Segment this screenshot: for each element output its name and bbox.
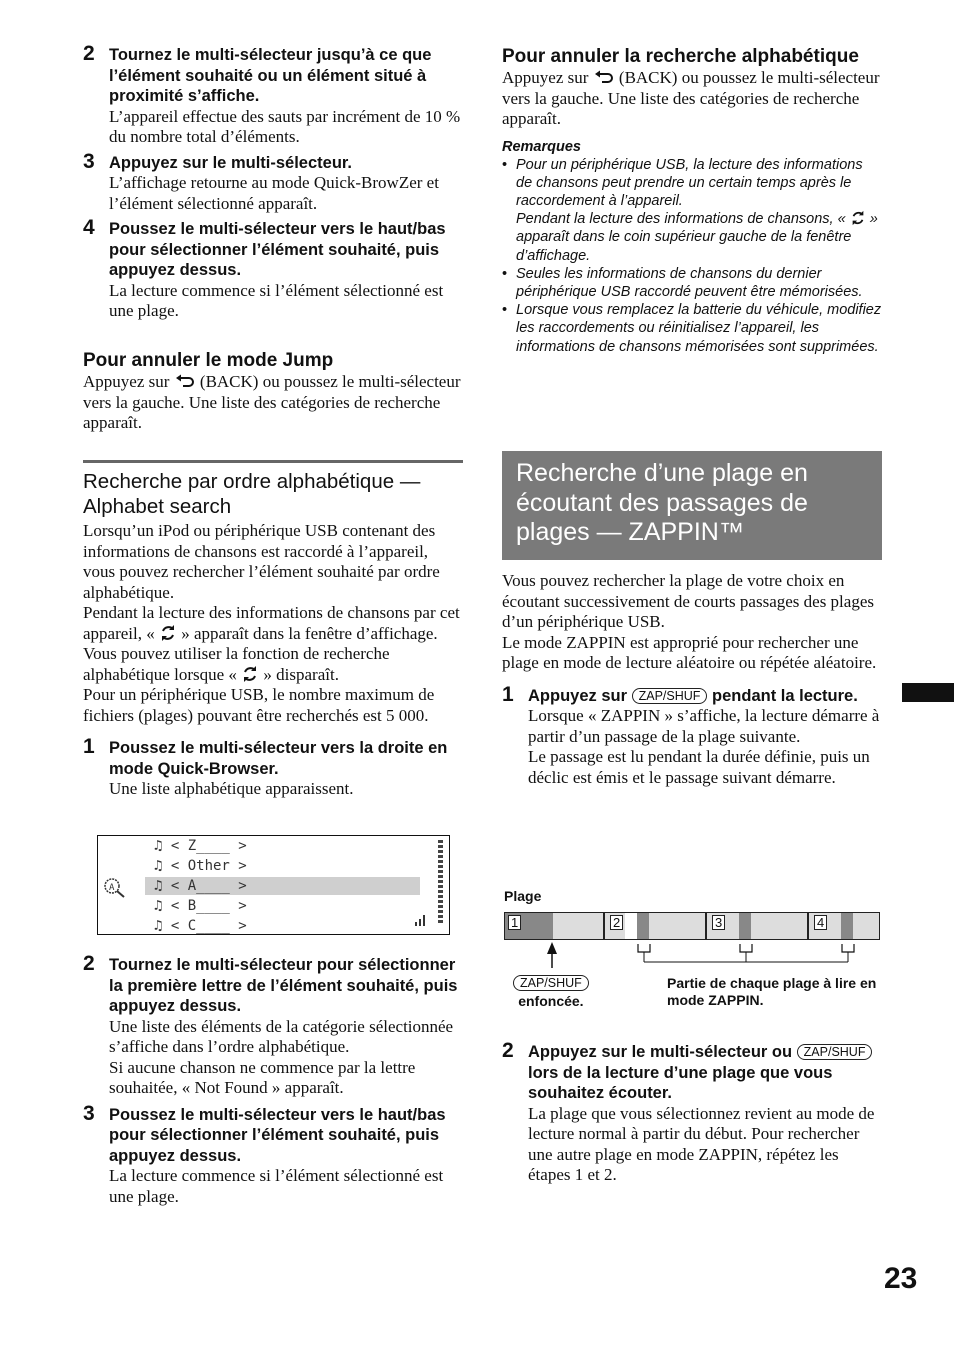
- section-paragraph: [83, 603, 463, 685]
- step-body: L’appareil effectue des sauts par incrément de 10 % du nombre total d’éléments.: [109, 106, 461, 146]
- remark-item: [502, 156, 882, 265]
- remark-item: • Seules les informations de chansons du dernier périphérique USB raccordé peuvent être mémorisées.: [502, 265, 882, 301]
- step-1-zappin: [502, 682, 882, 789]
- body-text: ou poussez le multi-sélecteur vers la gauche. Une liste des catégories de recherche apparaît.: [83, 372, 461, 432]
- section-heading: Recherche par ordre alphabétique — Alphabet search: [83, 470, 421, 518]
- cancel-jump-section: [83, 350, 463, 434]
- step-body: Une liste des éléments de la catégorie sélectionnée s’affiche dans l’ordre alphabétique.: [109, 1016, 454, 1056]
- section-thumb-tab: [902, 683, 954, 702]
- section-paragraph: Le mode ZAPPIN est approprié pour rechercher une plage en mode de lecture aléatoire ou répétée aléatoire.: [502, 632, 877, 672]
- step-2-zappin: [502, 1039, 882, 1186]
- zap-shuf-button-label: ZAP/SHUF: [797, 1044, 873, 1060]
- back-arrow-icon: [174, 374, 196, 390]
- section-paragraph: Pour un périphérique USB, le nombre maximum de fichiers (plages) pouvant être recherchés est 5 000.: [83, 685, 435, 725]
- lcd-row-text: < C____ >: [170, 918, 247, 934]
- step-body: Lorsque « ZAPPIN » s’affiche, la lecture démarre à partir d’un passage de la plage suivante.: [528, 706, 880, 746]
- step-3-jump: [83, 149, 463, 215]
- lcd-row-selected: [154, 878, 247, 895]
- step-4-jump: [83, 216, 463, 322]
- remark-text: Pour un périphérique USB, la lecture des informations de chansons peut prendre un certain temps après le raccordement à l’appareil.: [516, 156, 863, 209]
- step-number: 3: [83, 149, 95, 173]
- track-segment: [751, 913, 807, 939]
- scroll-indicator: [438, 840, 443, 924]
- step-body: Une liste alphabétique apparaissent.: [109, 779, 354, 798]
- back-label: (BACK): [199, 372, 259, 391]
- zappin-passage: [841, 913, 853, 939]
- step-1-alphabet: [83, 735, 463, 800]
- title-text: Appuyez sur: [528, 686, 628, 705]
- step-body: La plage que vous sélectionnez revient au mode de lecture normal à partir du début. Pour rechercher une autre plage en mode ZAPPIN, répétez les étapes 1 et 2.: [528, 1103, 875, 1184]
- step-body: L’affichage retourne au mode Quick-BrowZer et l’élément sélectionné apparaît.: [109, 173, 439, 213]
- music-note-icon: ♫: [154, 898, 171, 914]
- section-heading: Pour annuler la recherche alphabétique: [502, 46, 859, 67]
- zap-shuf-button-label: ZAP/SHUF: [513, 975, 589, 991]
- body-text: Pendant la lecture des informations de chansons par cet appareil, «: [83, 603, 460, 643]
- step-title: Tournez le multi-sélecteur pour sélectionner la première lettre de l’élément souhaité, puis appuyez dessus.: [109, 956, 458, 1015]
- step-body: Le passage est lu pendant la durée définie, puis un déclic est émis et le passage suivant démarre.: [528, 747, 870, 787]
- step-number: 2: [502, 1039, 514, 1062]
- step-3-alphabet: [83, 1101, 463, 1208]
- zappin-section: [502, 571, 882, 788]
- section-paragraph: Lorsqu’un iPod ou périphérique USB contenant des informations de chansons est raccordé à l’appareil, vous pouvez rechercher l’élément souhaité par ordre alphabétique.: [83, 521, 440, 602]
- section-rule: [83, 460, 463, 463]
- alphabet-steps-lower: [83, 952, 463, 1207]
- lcd-row-text: < A____ >: [170, 878, 247, 894]
- lcd-row: [154, 898, 247, 915]
- body-text: Appuyez sur: [502, 68, 589, 87]
- step-2-alphabet: [83, 952, 463, 1099]
- section-paragraph: Vous pouvez rechercher la plage de votre choix en écoutant successivement de courts passages des plages d’un périphérique USB.: [502, 571, 874, 631]
- body-text: ou poussez le multi-sélecteur vers la gauche. Une liste des catégories de recherche apparaît.: [502, 68, 880, 128]
- step-title: [528, 686, 882, 707]
- lcd-row: [154, 918, 247, 935]
- left-column: [83, 42, 463, 322]
- lcd-row: [154, 858, 247, 875]
- refresh-icon: [850, 210, 866, 226]
- remark-text: » apparaît dans le coin supérieur gauche de la fenêtre d’affichage.: [516, 211, 878, 264]
- step-title: Poussez le multi-sélecteur vers le haut/bas pour sélectionner l’élément souhaité, puis appuyez dessus.: [109, 1105, 446, 1165]
- zappin-step-2: [502, 1039, 882, 1186]
- section-heading: Pour annuler le mode Jump: [83, 350, 334, 371]
- music-note-icon: ♫: [154, 858, 171, 874]
- refresh-icon: [241, 665, 259, 683]
- step-title: Appuyez sur le multi-sélecteur.: [109, 153, 352, 172]
- step-number: 2: [83, 42, 95, 65]
- cancel-alphabet-section: [502, 46, 882, 356]
- music-note-icon: ♫: [154, 878, 171, 894]
- diagram-part-caption: Partie de chaque plage à lire en mode ZAPPIN.: [667, 975, 877, 1008]
- music-note-icon: ♫: [154, 838, 171, 854]
- zap-shuf-button-label: ZAP/SHUF: [632, 688, 708, 704]
- search-magnifier-icon: [102, 876, 126, 898]
- step-body: La lecture commence si l’élément sélectionné est une plage.: [109, 280, 444, 320]
- lcd-row-text: < B____ >: [170, 898, 247, 914]
- track-timeline: [504, 912, 880, 940]
- back-arrow-icon: [593, 70, 615, 86]
- section-body: [502, 68, 882, 130]
- step-number: 1: [502, 682, 514, 706]
- title-text: lors de la lecture d’une plage que vous souhaitez écouter.: [528, 1063, 833, 1102]
- title-text: Appuyez sur le multi-sélecteur ou: [528, 1043, 793, 1061]
- step-title: Poussez le multi-sélecteur vers la droite en mode Quick-Browser.: [109, 739, 448, 778]
- page-number: 23: [884, 1262, 918, 1295]
- zappin-section-banner: Recherche d’une plage en écoutant des passages de plages — ZAPPIN™: [502, 451, 882, 560]
- body-text: » disparaît.: [263, 664, 339, 684]
- track-segment: [649, 913, 705, 939]
- alphabet-search-section: [83, 460, 463, 800]
- step-number: 3: [83, 1101, 95, 1125]
- svg-text:A: A: [109, 883, 115, 893]
- remarks-title: Remarques: [502, 138, 581, 155]
- refresh-icon: [159, 624, 177, 642]
- track-number: 4: [814, 915, 827, 930]
- diagram-plage-label: Plage: [504, 888, 542, 904]
- track-segment: [853, 913, 879, 939]
- diagram-pressed-caption: [513, 975, 589, 1011]
- track-number: 3: [712, 915, 725, 930]
- step-title: Tournez le multi-sélecteur jusqu’à ce que l’élément souhaité ou un élément situé à proximité s’affiche.: [109, 46, 432, 105]
- track-number: 1: [508, 915, 521, 930]
- step-number: 4: [83, 216, 95, 239]
- section-body: [83, 372, 463, 434]
- step-body: Si aucune chanson ne commence par la lettre souhaitée, « Not Found » apparaît.: [109, 1057, 416, 1097]
- body-text: Appuyez sur: [83, 372, 170, 391]
- step-title: [528, 1042, 882, 1104]
- display-illustration: [97, 835, 450, 935]
- step-number: 1: [83, 735, 95, 758]
- body-text: » apparaît dans la fenêtre d’affichage. Vous pouvez utiliser la fonction de recherche alphabétique lorsque «: [83, 623, 438, 684]
- track-segment: [553, 913, 603, 939]
- step-body: La lecture commence si l’élément sélectionné est une plage.: [109, 1166, 444, 1206]
- back-label: (BACK): [618, 68, 678, 87]
- lcd-row-text: < Other >: [170, 858, 247, 874]
- step-2-jump: [83, 42, 463, 148]
- zappin-passage: [637, 913, 649, 939]
- lcd-row: [154, 838, 247, 855]
- track-number: 2: [610, 915, 623, 930]
- diagram-markers: [504, 940, 880, 970]
- signal-icon: [414, 914, 428, 926]
- caption-text: enfoncée.: [518, 993, 584, 1009]
- remarks: [502, 138, 882, 356]
- zappin-passage: [739, 913, 751, 939]
- lcd-row-text: < Z____ >: [170, 838, 247, 854]
- step-number: 2: [83, 952, 95, 975]
- title-text: pendant la lecture.: [712, 686, 858, 705]
- remark-item: • Lorsque vous remplacez la batterie du véhicule, modifiez les raccordements ou réinitialisez l’appareil, les informations de chansons mémorisées sont supprimées.: [502, 301, 882, 356]
- step-title: Poussez le multi-sélecteur vers le haut/bas pour sélectionner l’élément souhaité, puis appuyez dessus.: [109, 220, 446, 279]
- music-note-icon: ♫: [154, 918, 171, 934]
- remark-text: Pendant la lecture des informations de chansons, «: [516, 211, 846, 228]
